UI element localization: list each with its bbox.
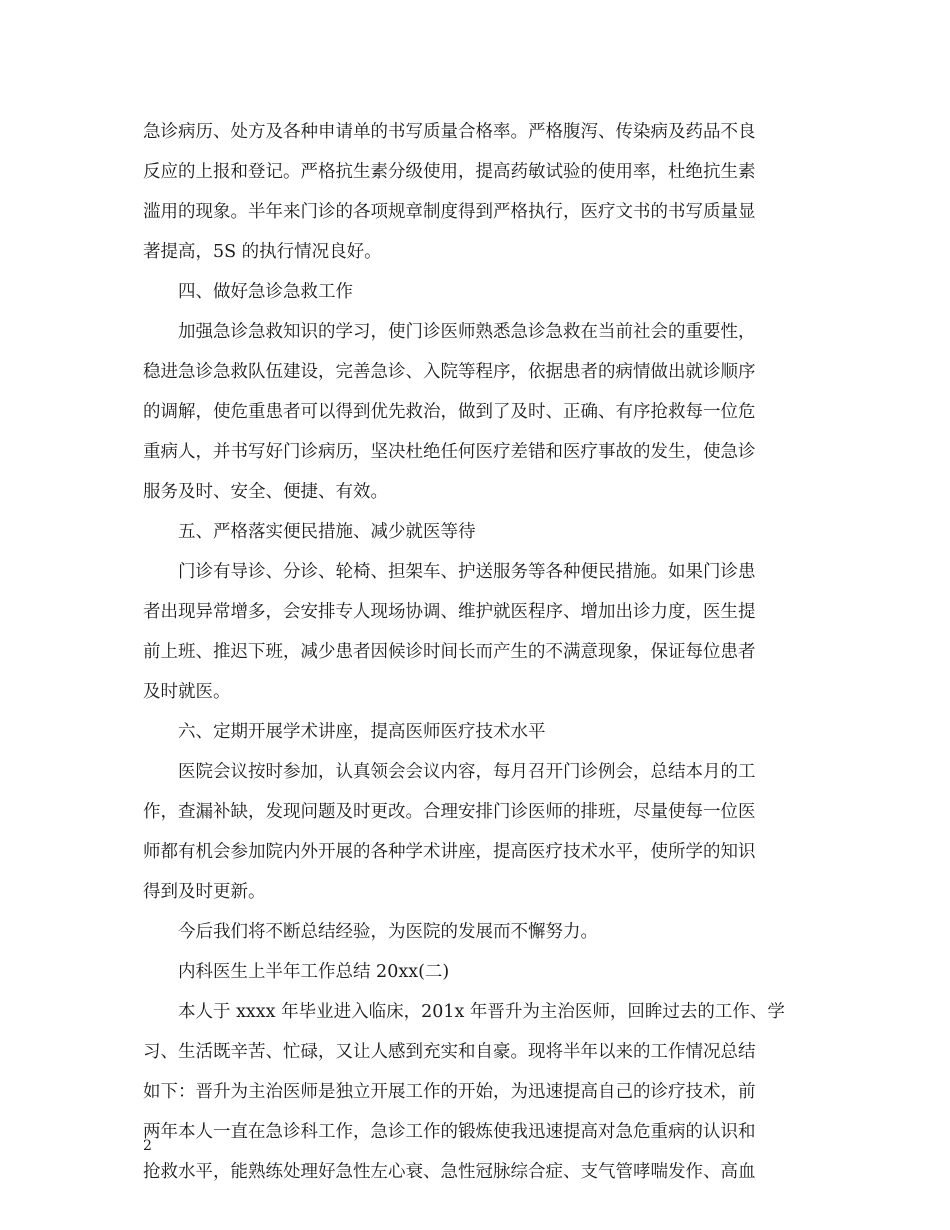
text-line: 如下：晋升为主治医师是独立开展工作的开始，为迅速提高自己的诊疗技术，前 <box>143 1082 756 1102</box>
text-line: 六、定期开展学术讲座，提高医师医疗技术水平 <box>178 722 546 742</box>
text-line: 滥用的现象。半年来门诊的各项规章制度得到严格执行，医疗文书的书写质量显 <box>143 202 756 222</box>
text-line: 抢救水平，能熟练处理好急性左心衰、急性冠脉综合症、支气管哮喘发作、高血 <box>143 1162 756 1182</box>
page-number: 2 <box>143 1138 152 1154</box>
text-line: 的调解，使危重患者可以得到优先救治，做到了及时、正确、有序抢救每一位危 <box>143 402 756 422</box>
text-line: 习、生活既辛苦、忙碌，又让人感到充实和自豪。现将半年以来的工作情况总结 <box>143 1042 756 1062</box>
text-line: 稳进急诊急救队伍建设，完善急诊、入院等程序，依据患者的病情做出就诊顺序 <box>143 362 756 382</box>
text-line: 者出现异常增多，会安排专人现场协调、维护就医程序、增加出诊力度，医生提 <box>143 602 756 622</box>
document-body <box>143 112 803 1192</box>
text-line: 师都有机会参加院内外开展的各种学术讲座，提高医疗技术水平，使所学的知识 <box>143 842 756 862</box>
text-line: 加强急诊急救知识的学习，使门诊医师熟悉急诊急救在当前社会的重要性， <box>178 322 756 342</box>
text-line: 前上班、推迟下班，减少患者因候诊时间长而产生的不满意现象，保证每位患者 <box>143 642 756 662</box>
text-line: 门诊有导诊、分诊、轮椅、担架车、护送服务等各种便民措施。如果门诊患 <box>178 562 756 582</box>
text-line: 今后我们将不断总结经验，为医院的发展而不懈努力。 <box>178 922 598 942</box>
text-line: 急诊病历、处方及各种申请单的书写质量合格率。严格腹泻、传染病及药品不良 <box>143 122 756 142</box>
text-line: 作，查漏补缺，发现问题及时更改。合理安排门诊医师的排班，尽量使每一位医 <box>143 802 756 822</box>
text-line: 重病人，并书写好门诊病历，坚决杜绝任何医疗差错和医疗事故的发生，使急诊 <box>143 442 756 462</box>
text-line: 内科医生上半年工作总结 20xx(二) <box>178 962 450 982</box>
text-line: 本人于 xxxx 年毕业进入临床，201x 年晋升为主治医师，回眸过去的工作、学 <box>178 1002 785 1022</box>
text-line: 四、做好急诊急救工作 <box>178 282 353 302</box>
text-line: 五、严格落实便民措施、减少就医等待 <box>178 522 476 542</box>
text-line: 服务及时、安全、便捷、有效。 <box>143 482 388 502</box>
text-line: 两年本人一直在急诊科工作，急诊工作的锻炼使我迅速提高对急危重病的认识和 <box>143 1122 756 1142</box>
text-line: 反应的上报和登记。严格抗生素分级使用，提高药敏试验的使用率，杜绝抗生素 <box>143 162 756 182</box>
text-line: 得到及时更新。 <box>143 882 266 902</box>
text-line: 及时就医。 <box>143 682 231 702</box>
text-line: 医院会议按时参加，认真领会会议内容，每月召开门诊例会，总结本月的工 <box>178 762 756 782</box>
text-line: 著提高，5S 的执行情况良好。 <box>143 242 382 262</box>
